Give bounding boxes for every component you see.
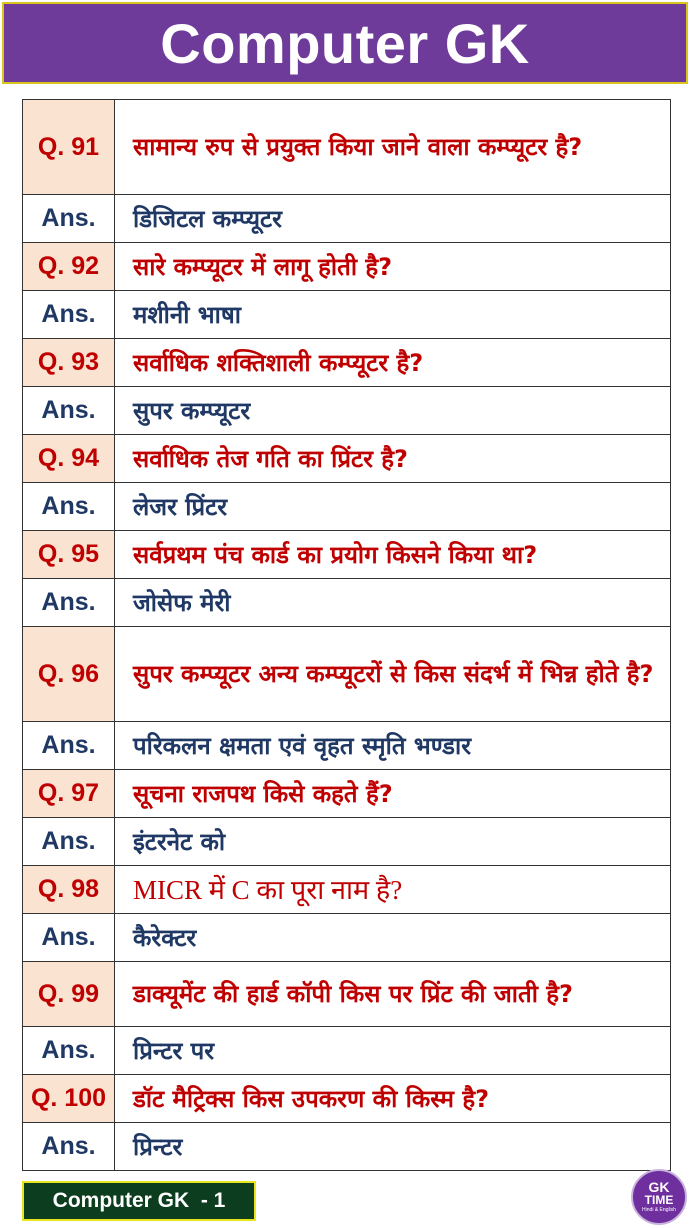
logo-line2: TIME [644, 1193, 674, 1207]
footer-badge [22, 1181, 256, 1221]
answer-row [23, 722, 671, 770]
question-text: डाक्यूमेंट की हार्ड कॉपी किस पर प्रिंट की जाती है? [115, 962, 671, 1027]
question-text: सर्वाधिक शक्तिशाली कम्प्यूटर है? [115, 339, 671, 387]
question-row [23, 435, 671, 483]
answer-text: मशीनी भाषा [115, 291, 671, 339]
question-text: MICR में C का पूरा नाम है? [115, 866, 671, 914]
answer-label: Ans. [23, 818, 115, 866]
footer-label: Computer GK - 1 [52, 1189, 226, 1212]
question-number: Q. 95 [23, 531, 115, 579]
answer-row [23, 291, 671, 339]
logo-tagline: Hindi & English [642, 1207, 676, 1213]
answer-text: डिजिटल कम्प्यूटर [115, 195, 671, 243]
question-row [23, 770, 671, 818]
question-number: Q. 98 [23, 866, 115, 914]
answer-row [23, 579, 671, 627]
answer-label: Ans. [23, 387, 115, 435]
question-row [23, 243, 671, 291]
answer-row [23, 387, 671, 435]
question-row [23, 962, 671, 1027]
question-number: Q. 96 [23, 627, 115, 722]
question-text: डॉट मैट्रिक्स किस उपकरण की किस्म है? [115, 1075, 671, 1123]
question-number: Q. 94 [23, 435, 115, 483]
question-row [23, 1075, 671, 1123]
answer-label: Ans. [23, 579, 115, 627]
answer-text: जोसेफ मेरी [115, 579, 671, 627]
answer-text: सुपर कम्प्यूटर [115, 387, 671, 435]
answer-text: प्रिन्टर [115, 1123, 671, 1171]
answer-row [23, 1123, 671, 1171]
answer-text: प्रिन्टर पर [115, 1027, 671, 1075]
question-text: सारे कम्प्यूटर में लागू होती है? [115, 243, 671, 291]
answer-text: कैरेक्टर [115, 914, 671, 962]
answer-label: Ans. [23, 1027, 115, 1075]
answer-label: Ans. [23, 1123, 115, 1171]
question-number: Q. 91 [23, 100, 115, 195]
answer-label: Ans. [23, 722, 115, 770]
question-text: सूचना राजपथ किसे कहते हैं? [115, 770, 671, 818]
question-row [23, 100, 671, 195]
gk-time-logo [631, 1169, 687, 1225]
answer-label: Ans. [23, 914, 115, 962]
answer-label: Ans. [23, 195, 115, 243]
answer-label: Ans. [23, 483, 115, 531]
answer-text: इंटरनेट को [115, 818, 671, 866]
question-number: Q. 99 [23, 962, 115, 1027]
question-text: सामान्य रुप से प्रयुक्त किया जाने वाला कम्प्यूटर है? [115, 100, 671, 195]
question-text: सुपर कम्प्यूटर अन्य कम्प्यूटरों से किस संदर्भ में भिन्न होते है? [115, 627, 671, 722]
answer-row [23, 914, 671, 962]
answer-row [23, 483, 671, 531]
answer-row [23, 1027, 671, 1075]
answer-label: Ans. [23, 291, 115, 339]
question-row [23, 531, 671, 579]
question-row [23, 866, 671, 914]
page-header [2, 2, 688, 84]
question-number: Q. 100 [23, 1075, 115, 1123]
logo-line1: GK [648, 1179, 670, 1195]
question-text: सर्वाधिक तेज गति का प्रिंटर है? [115, 435, 671, 483]
page-title: Computer GK [160, 11, 530, 75]
question-row [23, 339, 671, 387]
question-number: Q. 92 [23, 243, 115, 291]
qa-table [22, 99, 671, 1171]
answer-text: लेजर प्रिंटर [115, 483, 671, 531]
question-text: सर्वप्रथम पंच कार्ड का प्रयोग किसने किया था? [115, 531, 671, 579]
question-number: Q. 93 [23, 339, 115, 387]
answer-row [23, 195, 671, 243]
answer-text: परिकलन क्षमता एवं वृहत स्मृति भण्डार [115, 722, 671, 770]
question-row [23, 627, 671, 722]
answer-row [23, 818, 671, 866]
question-number: Q. 97 [23, 770, 115, 818]
